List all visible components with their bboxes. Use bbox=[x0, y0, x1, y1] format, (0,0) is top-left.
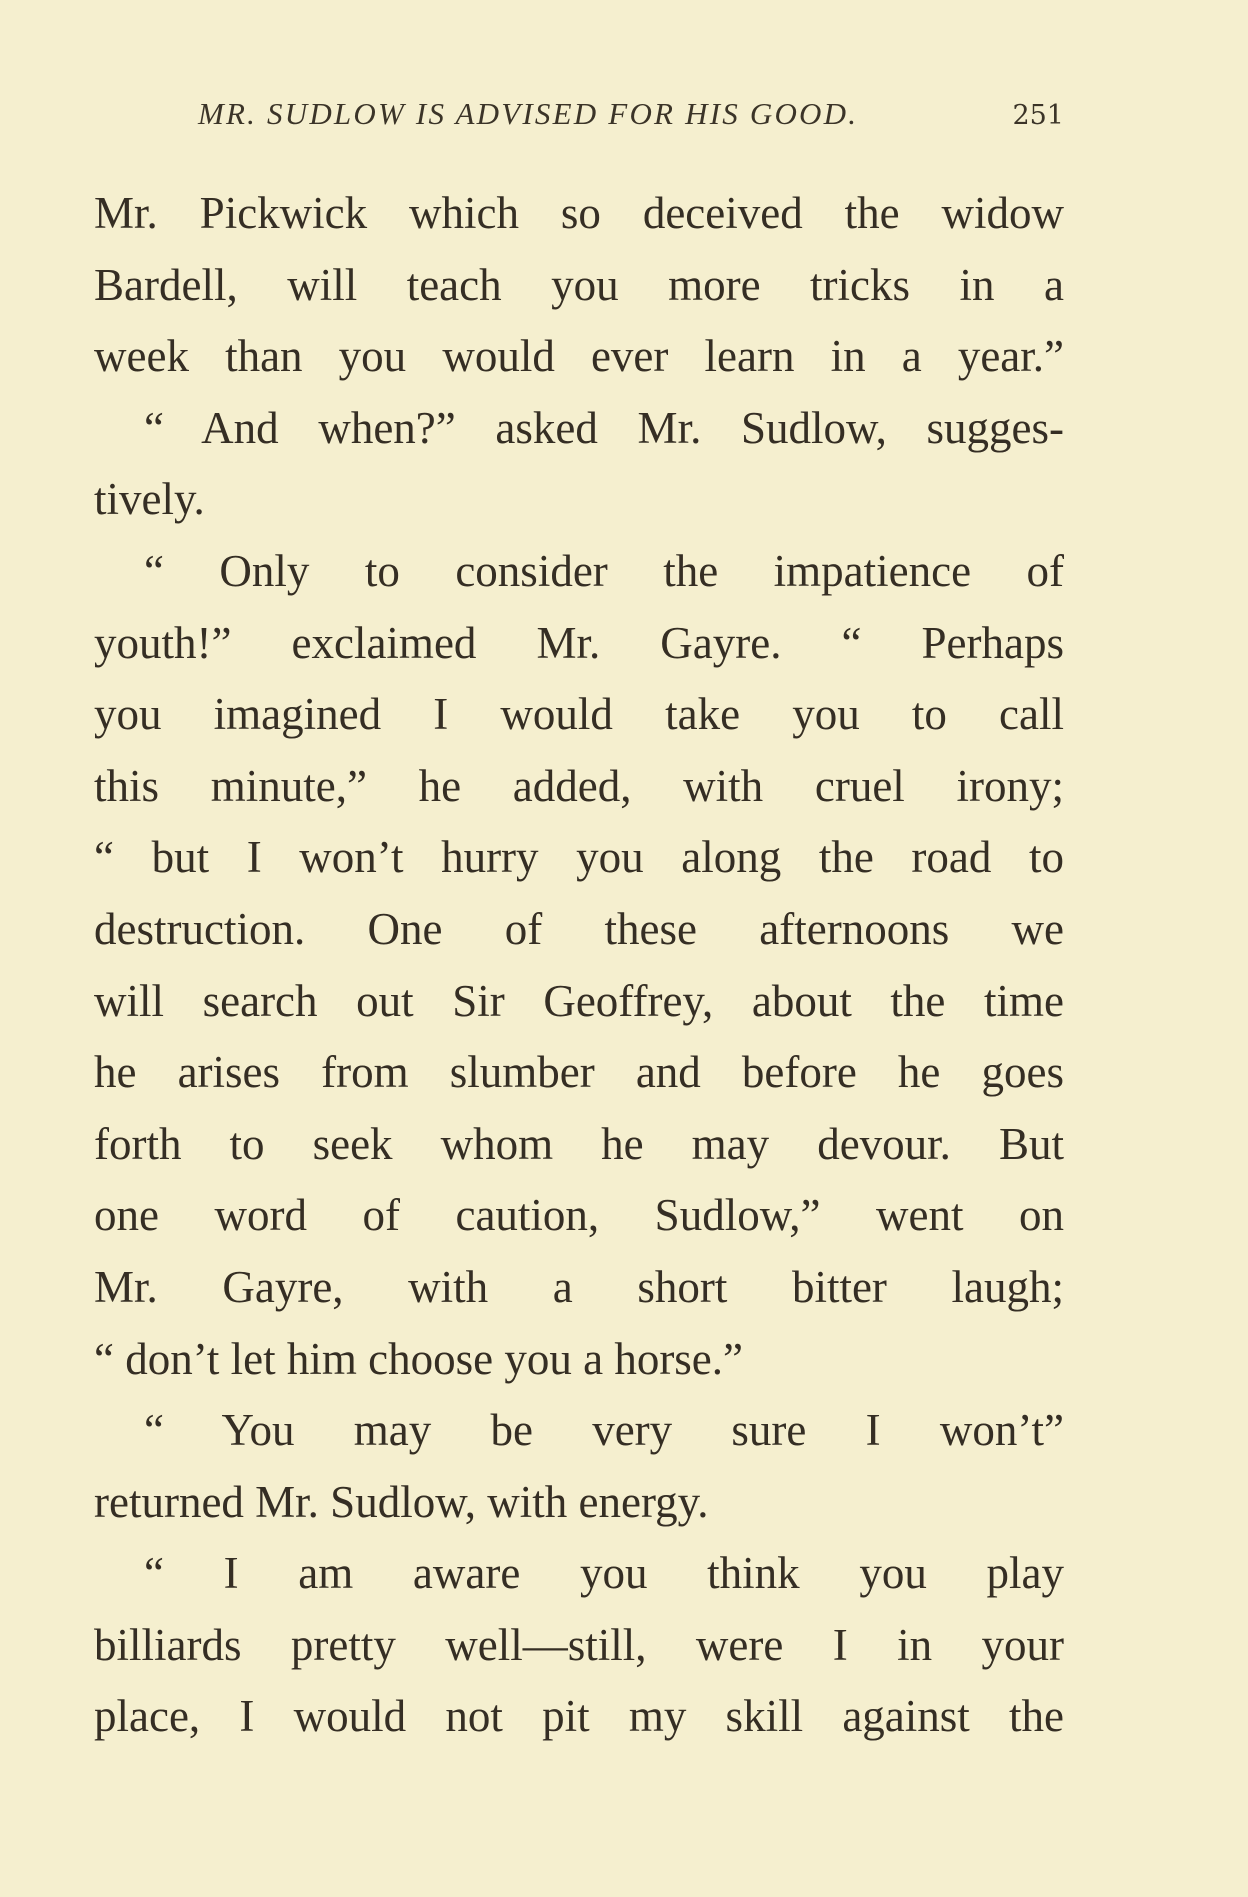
text-line: “ And when?” asked Mr. Sudlow, sugges- bbox=[144, 402, 1064, 453]
text-line: forth to seek whom he may devour. But bbox=[94, 1118, 1064, 1169]
text-line: you imagined I would take you to call bbox=[94, 689, 1064, 740]
running-head: MR. SUDLOW IS ADVISED FOR HIS GOOD. bbox=[198, 96, 859, 131]
text-line: he arises from slumber and before he goes bbox=[94, 1047, 1064, 1098]
text-line: Mr. Gayre, with a short bitter laugh; bbox=[94, 1261, 1064, 1312]
text-line: “ Only to consider the impatience of bbox=[144, 545, 1064, 596]
text-line: “ You may be very sure I won’t” bbox=[144, 1405, 1064, 1456]
text-line: billiards pretty well—still, were I in your bbox=[94, 1619, 1064, 1670]
text-line: this minute,” he added, with cruel irony; bbox=[94, 760, 1064, 811]
text-line: will search out Sir Geoffrey, about the time bbox=[94, 975, 1064, 1026]
text-line: Mr. Pickwick which so deceived the widow bbox=[94, 188, 1064, 238]
text-line: destruction. One of these afternoons we bbox=[94, 903, 1064, 954]
text-line: youth!” exclaimed Mr. Gayre. “ Perhaps bbox=[94, 617, 1064, 668]
body-text bbox=[94, 178, 1064, 1753]
page-number: 251 bbox=[1012, 100, 1064, 131]
text-line: “ don’t let him choose you a horse.” bbox=[94, 1333, 744, 1384]
page-header bbox=[94, 96, 1064, 136]
text-line: tively. bbox=[94, 474, 205, 525]
text-line: one word of caution, Sudlow,” went on bbox=[94, 1190, 1064, 1241]
text-line: week than you would ever learn in a year.” bbox=[94, 331, 1064, 382]
text-line: “ I am aware you think you play bbox=[144, 1548, 1064, 1599]
text-line: “ but I won’t hurry you along the road to bbox=[94, 832, 1064, 883]
text-line: place, I would not pit my skill against the bbox=[94, 1691, 1064, 1742]
text-line: Bardell, will teach you more tricks in a bbox=[94, 259, 1064, 310]
text-line: returned Mr. Sudlow, with energy. bbox=[94, 1476, 709, 1527]
